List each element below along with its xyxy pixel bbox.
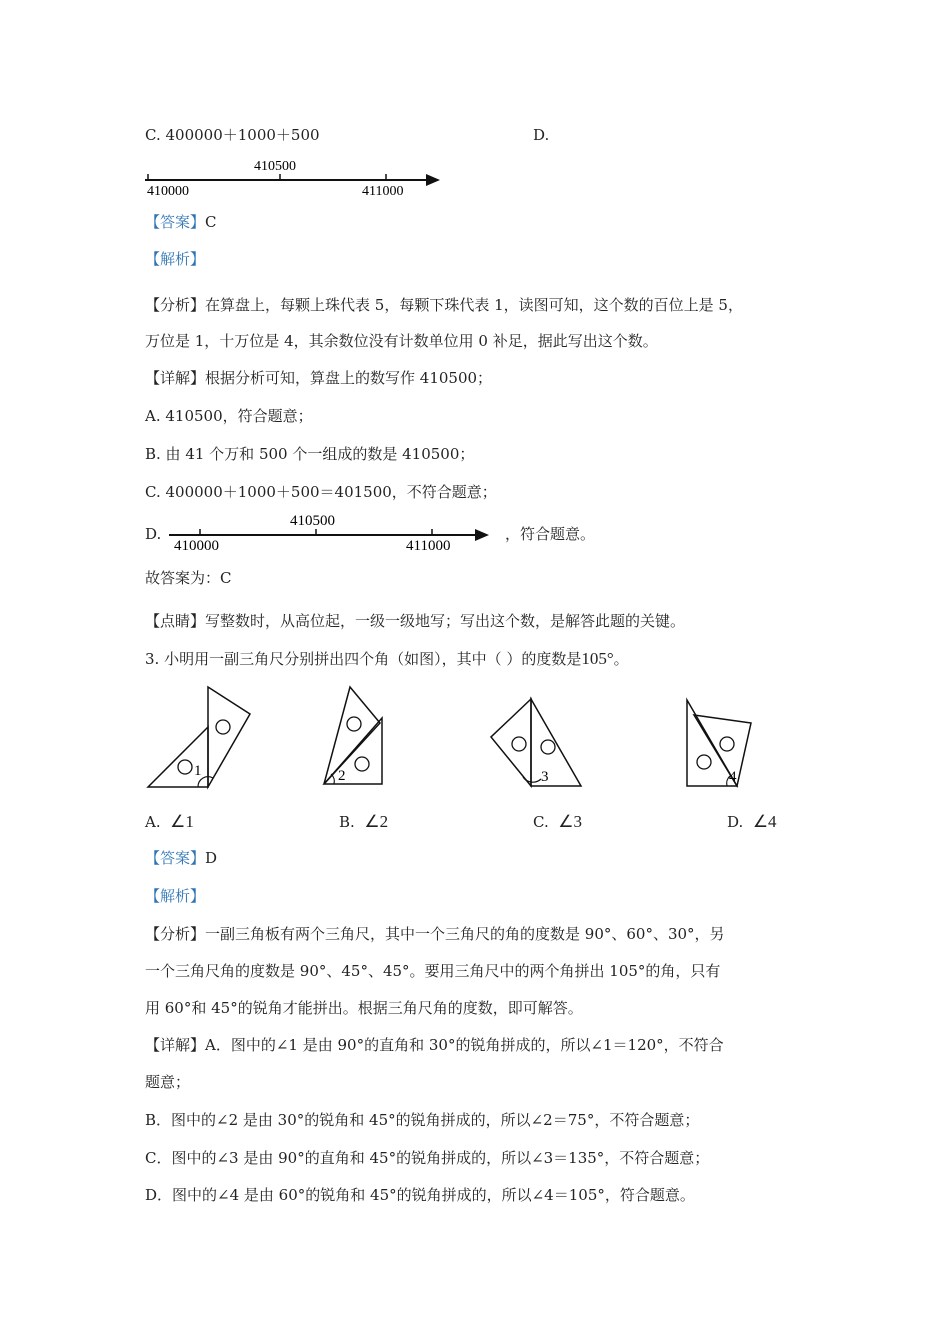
tick-label: 411000 bbox=[362, 184, 404, 199]
stem-text: 3. 小明用一副三角尺分别拼出四个角（如图），其中（ ）的度数是 bbox=[145, 650, 582, 668]
fenxi-line-2: 万位是 1，十万位是 4，其余数位没有计数单位用 0 补足，据此写出这个数。 bbox=[145, 332, 658, 350]
option-c bbox=[533, 812, 582, 832]
xiangjie-text: 根据分析可知，算盘上的数写作 410500； bbox=[205, 369, 493, 387]
answer-tag: 【答案】 bbox=[145, 849, 206, 867]
detail-a: A. 410500，符合题意； bbox=[145, 407, 313, 425]
option-text: ∠1 bbox=[170, 812, 194, 831]
detail-c: C. 400000＋1000＋500＝401500，不符合题意； bbox=[145, 483, 497, 501]
detail-b: B. 由 41 个万和 500 个一组成的数是 410500； bbox=[145, 445, 475, 463]
dianjing-text: 写整数时，从高位起，一级一级地写；写出这个数，是解答此题的关键。 bbox=[205, 612, 686, 630]
angle-label: 1 bbox=[194, 763, 202, 779]
xiangjie-line bbox=[145, 1035, 724, 1055]
angle-label: 4 bbox=[729, 769, 737, 785]
triangle-figure-3 bbox=[484, 690, 594, 795]
fenxi-line bbox=[145, 924, 725, 944]
answer-value: D bbox=[205, 849, 218, 867]
option-text: ∠3 bbox=[558, 812, 583, 831]
fenxi-tag: 【分析】 bbox=[145, 925, 206, 943]
fenxi-tag: 【分析】 bbox=[145, 296, 206, 314]
tick-label: 411000 bbox=[406, 538, 451, 554]
angle-label: 2 bbox=[338, 768, 346, 784]
option-d bbox=[727, 812, 777, 832]
fenxi-line-3: 用 60°和 45°的锐角才能拼出。根据三角尺角的度数，即可解答。 bbox=[145, 999, 583, 1017]
conclusion: 故答案为：C bbox=[145, 569, 232, 587]
stem-end: 。 bbox=[613, 650, 629, 668]
answer-tag: 【答案】 bbox=[145, 213, 206, 231]
answer-line bbox=[145, 848, 217, 868]
fenxi-line bbox=[145, 295, 743, 315]
angle-label: 3 bbox=[541, 769, 549, 785]
option-text: ∠2 bbox=[364, 812, 389, 831]
xiangjie-line bbox=[145, 368, 492, 388]
option-letter: D. bbox=[727, 813, 744, 831]
number-line-detail-d bbox=[164, 510, 494, 555]
option-c: C. 400000＋1000＋500 bbox=[145, 126, 320, 144]
stem-value: 105° bbox=[581, 649, 614, 668]
mark-label: 410500 bbox=[254, 159, 296, 174]
dianjing-line bbox=[145, 611, 685, 631]
analysis-tag: 【解析】 bbox=[145, 887, 206, 905]
detail-d-suffix: ，符合题意。 bbox=[505, 525, 596, 543]
answer-line bbox=[145, 212, 217, 232]
tick-label: 410000 bbox=[147, 184, 189, 199]
mark-label: 410500 bbox=[290, 513, 335, 529]
fenxi-text: 一副三角板有两个三角尺，其中一个三角尺的角的度数是 90°、60°、30°，另 bbox=[205, 925, 725, 943]
option-letter: C. bbox=[533, 813, 549, 831]
option-letter: A. bbox=[145, 813, 161, 831]
xiangjie-line-2: 题意； bbox=[145, 1073, 191, 1091]
detail-b: B．图中的∠2 是由 30°的锐角和 45°的锐角拼成的，所以∠2＝75°，不符合题意； bbox=[145, 1111, 700, 1129]
question-3-stem bbox=[145, 649, 629, 669]
option-b bbox=[339, 812, 388, 832]
xiangjie-tag: 【详解】 bbox=[145, 369, 206, 387]
option-d: D. bbox=[533, 126, 550, 144]
option-letter: B. bbox=[339, 813, 355, 831]
detail-c: C．图中的∠3 是由 90°的直角和 45°的锐角拼成的，所以∠3＝135°，不符合题意； bbox=[145, 1149, 710, 1167]
option-text: ∠4 bbox=[752, 812, 777, 831]
xiangjie-tag: 【详解】 bbox=[145, 1036, 206, 1054]
triangle-figure-2 bbox=[318, 680, 398, 795]
detail-d: D．图中的∠4 是由 60°的锐角和 45°的锐角拼成的，所以∠4＝105°，符合题意。 bbox=[145, 1186, 695, 1204]
fenxi-text: 在算盘上，每颗上珠代表 5，每颗下珠代表 1，读图可知，这个数的百位上是 5， bbox=[205, 296, 743, 314]
fenxi-line-2: 一个三角尺角的度数是 90°、45°、45°。要用三角尺中的两个角拼出 105°的角，只有 bbox=[145, 962, 721, 980]
triangle-figure-1 bbox=[140, 680, 260, 795]
tick-label: 410000 bbox=[174, 538, 219, 554]
number-line-option-d bbox=[140, 155, 450, 200]
option-a bbox=[145, 812, 194, 832]
analysis-tag: 【解析】 bbox=[145, 250, 206, 268]
detail-d-prefix: D. bbox=[145, 525, 162, 543]
answer-value: C bbox=[205, 213, 217, 231]
xiangjie-text: A．图中的∠1 是由 90°的直角和 30°的锐角拼成的，所以∠1＝120°，不符合 bbox=[205, 1036, 724, 1054]
triangle-figure-4 bbox=[682, 690, 772, 795]
dianjing-tag: 【点睛】 bbox=[145, 612, 206, 630]
